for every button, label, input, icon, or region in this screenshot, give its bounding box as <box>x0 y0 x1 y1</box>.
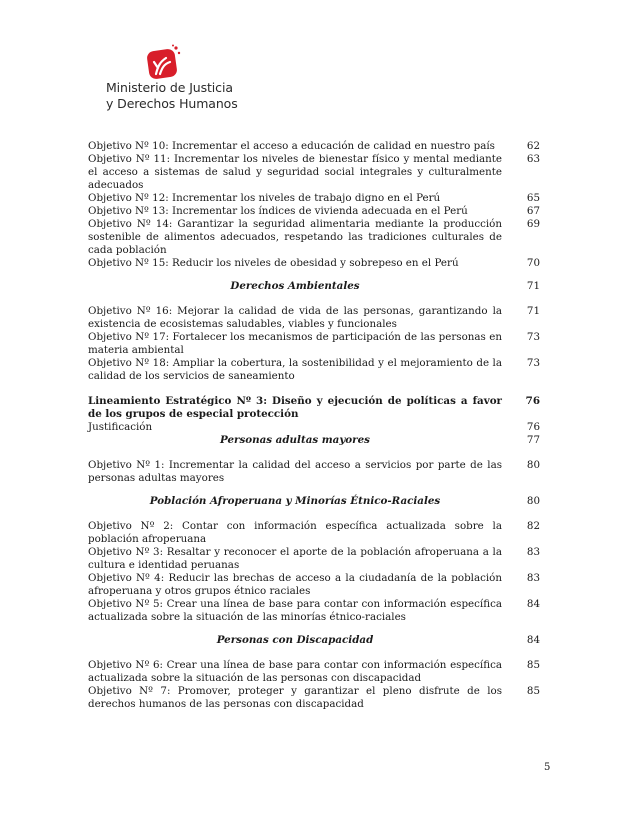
toc-entry-page: 71 <box>526 280 540 292</box>
toc-spacer <box>88 447 540 459</box>
table-of-contents <box>88 140 540 711</box>
toc-entry-title: Derechos Ambientales <box>230 280 360 292</box>
toc-entry-title: Objetivo Nº 10: Incrementar el acceso a educación de calidad en nuestro país <box>88 140 495 152</box>
toc-entry <box>88 572 540 598</box>
toc-entry-page: 85 <box>526 685 540 697</box>
toc-entry-title: Lineamiento Estratégico Nº 3: Diseño y ejecución de políticas a favor de los grupos de especial protección <box>88 395 502 420</box>
toc-spacer <box>88 624 540 634</box>
toc-entry-page: 70 <box>526 257 540 269</box>
toc-entry-title: Objetivo Nº 18: Ampliar la cobertura, la sostenibilidad y el mejoramiento de la calidad de los servicios de saneamiento <box>88 357 502 382</box>
toc-entry <box>88 395 540 421</box>
toc-entry-title: Justificación <box>88 421 153 433</box>
toc-entry <box>88 257 540 270</box>
toc-entry <box>88 421 540 434</box>
toc-entry-page: 73 <box>526 357 540 369</box>
toc-spacer <box>88 485 540 495</box>
toc-entry <box>88 546 540 572</box>
toc-entry-page: 73 <box>526 331 540 343</box>
toc-entry <box>88 685 540 711</box>
toc-entry-page: 63 <box>526 153 540 165</box>
toc-section-heading <box>88 634 540 647</box>
toc-entry <box>88 192 540 205</box>
toc-entry <box>88 357 540 383</box>
hand-logo-icon <box>146 44 182 84</box>
toc-entry <box>88 305 540 331</box>
toc-entry-title: Objetivo Nº 15: Reducir los niveles de obesidad y sobrepeso en el Perú <box>88 257 459 269</box>
ministry-name-line2: y Derechos Humanos <box>106 96 238 111</box>
toc-entry <box>88 153 540 192</box>
toc-entry-page: 83 <box>526 546 540 558</box>
toc-entry-page: 84 <box>526 634 540 646</box>
toc-entry <box>88 459 540 485</box>
toc-entry-page: 76 <box>526 421 540 433</box>
toc-spacer <box>88 508 540 520</box>
toc-entry-page: 76 <box>525 395 540 407</box>
toc-entry-page: 83 <box>526 572 540 584</box>
toc-entry-page: 80 <box>526 495 540 507</box>
ministry-name-line1: Ministerio de Justicia <box>106 80 233 95</box>
toc-entry-title: Objetivo Nº 17: Fortalecer los mecanismos de participación de las personas en materia ambiental <box>88 331 502 356</box>
toc-entry-page: 71 <box>526 305 540 317</box>
toc-entry-title: Objetivo Nº 7: Promover, proteger y garantizar el pleno disfrute de los derechos humanos de las personas con discapacidad <box>88 685 502 710</box>
ministry-logo <box>104 44 244 114</box>
toc-entry-title: Objetivo Nº 2: Contar con información específica actualizada sobre la población afroperuana <box>88 520 502 545</box>
toc-entry-page: 69 <box>526 218 540 230</box>
toc-entry-title: Objetivo Nº 5: Crear una línea de base para contar con información específica actualizada sobre la situación de las minorías étnico-raciales <box>88 598 502 623</box>
toc-spacer <box>88 293 540 305</box>
page-number: 5 <box>544 762 551 773</box>
toc-entry-title: Personas con Discapacidad <box>216 634 374 646</box>
toc-entry-page: 80 <box>526 459 540 471</box>
toc-section-heading <box>88 434 540 447</box>
toc-entry <box>88 659 540 685</box>
toc-entry-page: 77 <box>526 434 540 446</box>
toc-entry-page: 82 <box>526 520 540 532</box>
toc-entry <box>88 331 540 357</box>
toc-entry-title: Población Afroperuana y Minorías Étnico-Raciales <box>149 495 441 507</box>
toc-section-heading <box>88 280 540 293</box>
toc-entry-page: 65 <box>526 192 540 204</box>
toc-entry-title: Objetivo Nº 13: Incrementar los índices de vivienda adecuada en el Perú <box>88 205 468 217</box>
toc-entry-title: Objetivo Nº 11: Incrementar los niveles de bienestar físico y mental mediante el acceso a sistemas de salud y seguridad social integrales y culturalmente adecuados <box>88 153 502 191</box>
toc-entry <box>88 140 540 153</box>
toc-entry <box>88 598 540 624</box>
toc-spacer <box>88 383 540 395</box>
toc-entry <box>88 205 540 218</box>
toc-entry-page: 84 <box>526 598 540 610</box>
toc-entry-title: Objetivo Nº 4: Reducir las brechas de acceso a la ciudadanía de la población afroperuana y otros grupos étnico raciales <box>88 572 502 597</box>
toc-entry <box>88 218 540 257</box>
toc-entry-title: Objetivo Nº 16: Mejorar la calidad de vida de las personas, garantizando la existencia de ecosistemas saludables, viables y funcionales <box>88 305 502 330</box>
toc-entry-page: 67 <box>526 205 540 217</box>
toc-section-heading <box>88 495 540 508</box>
toc-spacer <box>88 270 540 280</box>
toc-entry-page: 85 <box>526 659 540 671</box>
toc-entry-title: Personas adultas mayores <box>220 434 370 446</box>
toc-entry-title: Objetivo Nº 6: Crear una línea de base para contar con información específica actualizada sobre la situación de las personas con discapacidad <box>88 659 502 684</box>
toc-entry-title: Objetivo Nº 1: Incrementar la calidad del acceso a servicios por parte de las personas adultas mayores <box>88 459 502 484</box>
toc-entry-title: Objetivo Nº 3: Resaltar y reconocer el aporte de la población afroperuana a la cultura e identidad peruanas <box>88 546 502 571</box>
toc-entry-title: Objetivo Nº 12: Incrementar los niveles de trabajo digno en el Perú <box>88 192 441 204</box>
toc-entry-page: 62 <box>526 140 540 152</box>
toc-spacer <box>88 647 540 659</box>
toc-entry-title: Objetivo Nº 14: Garantizar la seguridad alimentaria mediante la producción sostenible de alimentos adecuados, respetando las tradiciones culturales de cada población <box>88 218 502 256</box>
toc-entry <box>88 520 540 546</box>
